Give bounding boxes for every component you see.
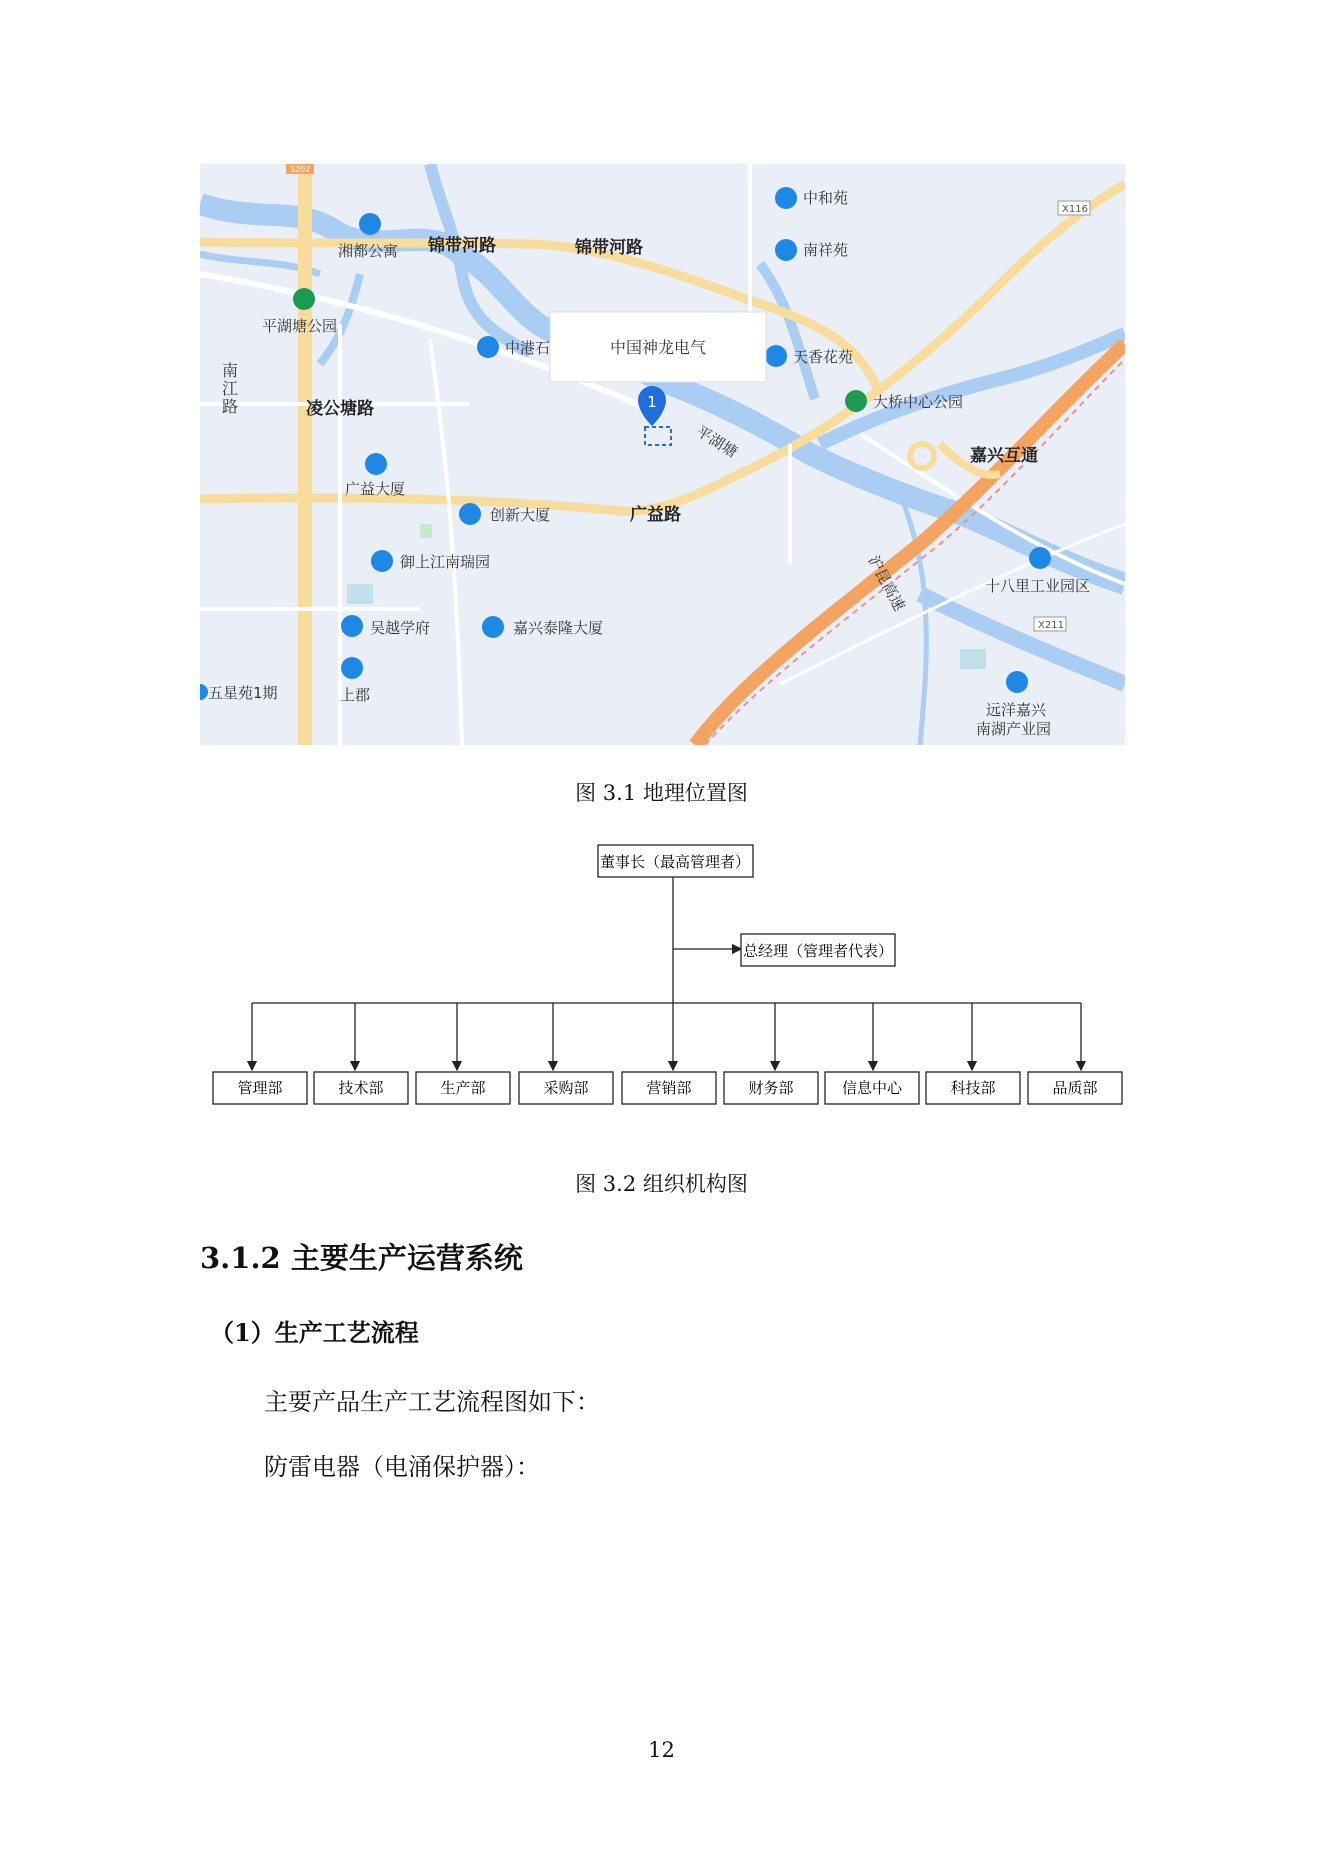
poi-xiangdu: 湘都公寓 [338,242,399,260]
road-guangyi: 广益路 [630,505,681,525]
org-top-box: 董事长（最高管理者） [599,853,751,871]
org-department-label: 品质部 [1052,1079,1098,1097]
location-callout-text: 中国神龙电气 [609,338,707,357]
location-map[interactable] [200,164,1125,745]
poi-wuyue: 吴越学府 [370,619,431,637]
paragraph-2: 防雷电器（电涌保护器）： [264,1453,540,1481]
poi-tianxiang: 天香花苑 [793,348,854,366]
poi-daqiao: 大桥中心公园 [873,393,964,411]
org-department-label: 生产部 [440,1079,486,1097]
road-jindai-2: 锦带河路 [575,238,643,258]
subheading: （1）生产工艺流程 [210,1318,419,1347]
poi-yushang: 御上江南瑞园 [400,553,491,571]
road-jindai-1: 锦带河路 [428,236,496,256]
org-manager-box: 总经理（管理者代表） [742,942,894,960]
place-jiaxing-hutong: 嘉兴互通 [970,446,1038,466]
paragraph-1: 主要产品生产工艺流程图如下： [264,1388,600,1416]
poi-zhonggang: 中港石 [505,339,551,357]
poi-chuangxin: 创新大厦 [490,506,551,524]
poi-yuanyang-1: 远洋嘉兴 [986,701,1047,719]
poi-shibali: 十八里工业园区 [985,577,1091,595]
figure1-caption: 图 3.1 地理位置图 [575,781,748,805]
location-marker: 1 [647,393,657,411]
road-linggong: 凌公塘路 [306,399,374,419]
org-department-label: 营销部 [646,1079,692,1097]
org-department-label: 科技部 [950,1079,996,1097]
poi-wuxingyuan: 五星苑1期 [208,684,278,702]
poi-pinghutang-park: 平湖塘公园 [262,317,338,335]
section-heading: 3.1.2 主要生产运营系统 [200,1241,523,1275]
poi-yuanyang-2: 南湖产业园 [976,720,1052,738]
poi-guangyi-tower: 广益大厦 [345,480,406,498]
poi-zhonghe: 中和苑 [803,189,849,207]
road-nanjiang-3: 路 [222,397,239,416]
figure2-caption: 图 3.2 组织机构图 [575,1172,748,1196]
org-department-label: 采购部 [543,1079,589,1097]
road-nanjiang-1: 南 [222,361,239,380]
road-hukun: 沪昆高速 [864,552,909,614]
road-s202-label: S202 [290,165,311,174]
poi-shangjun: 上郡 [340,686,371,704]
road-nanjiang-2: 江 [222,379,239,398]
org-chart [205,838,1125,1118]
org-department-label: 管理部 [237,1079,283,1097]
poi-jiaxing-tailong: 嘉兴泰隆大厦 [513,619,604,637]
road-x116-label: X116 [1062,204,1088,215]
road-x211-label: X211 [1038,620,1064,631]
river-pinghutang: 平湖塘 [692,422,741,462]
org-department-label: 技术部 [338,1079,384,1097]
org-department-label: 财务部 [748,1079,794,1097]
poi-nanxiang: 南祥苑 [803,241,849,259]
org-department-label: 信息中心 [841,1079,903,1097]
page-number: 12 [648,1738,675,1762]
